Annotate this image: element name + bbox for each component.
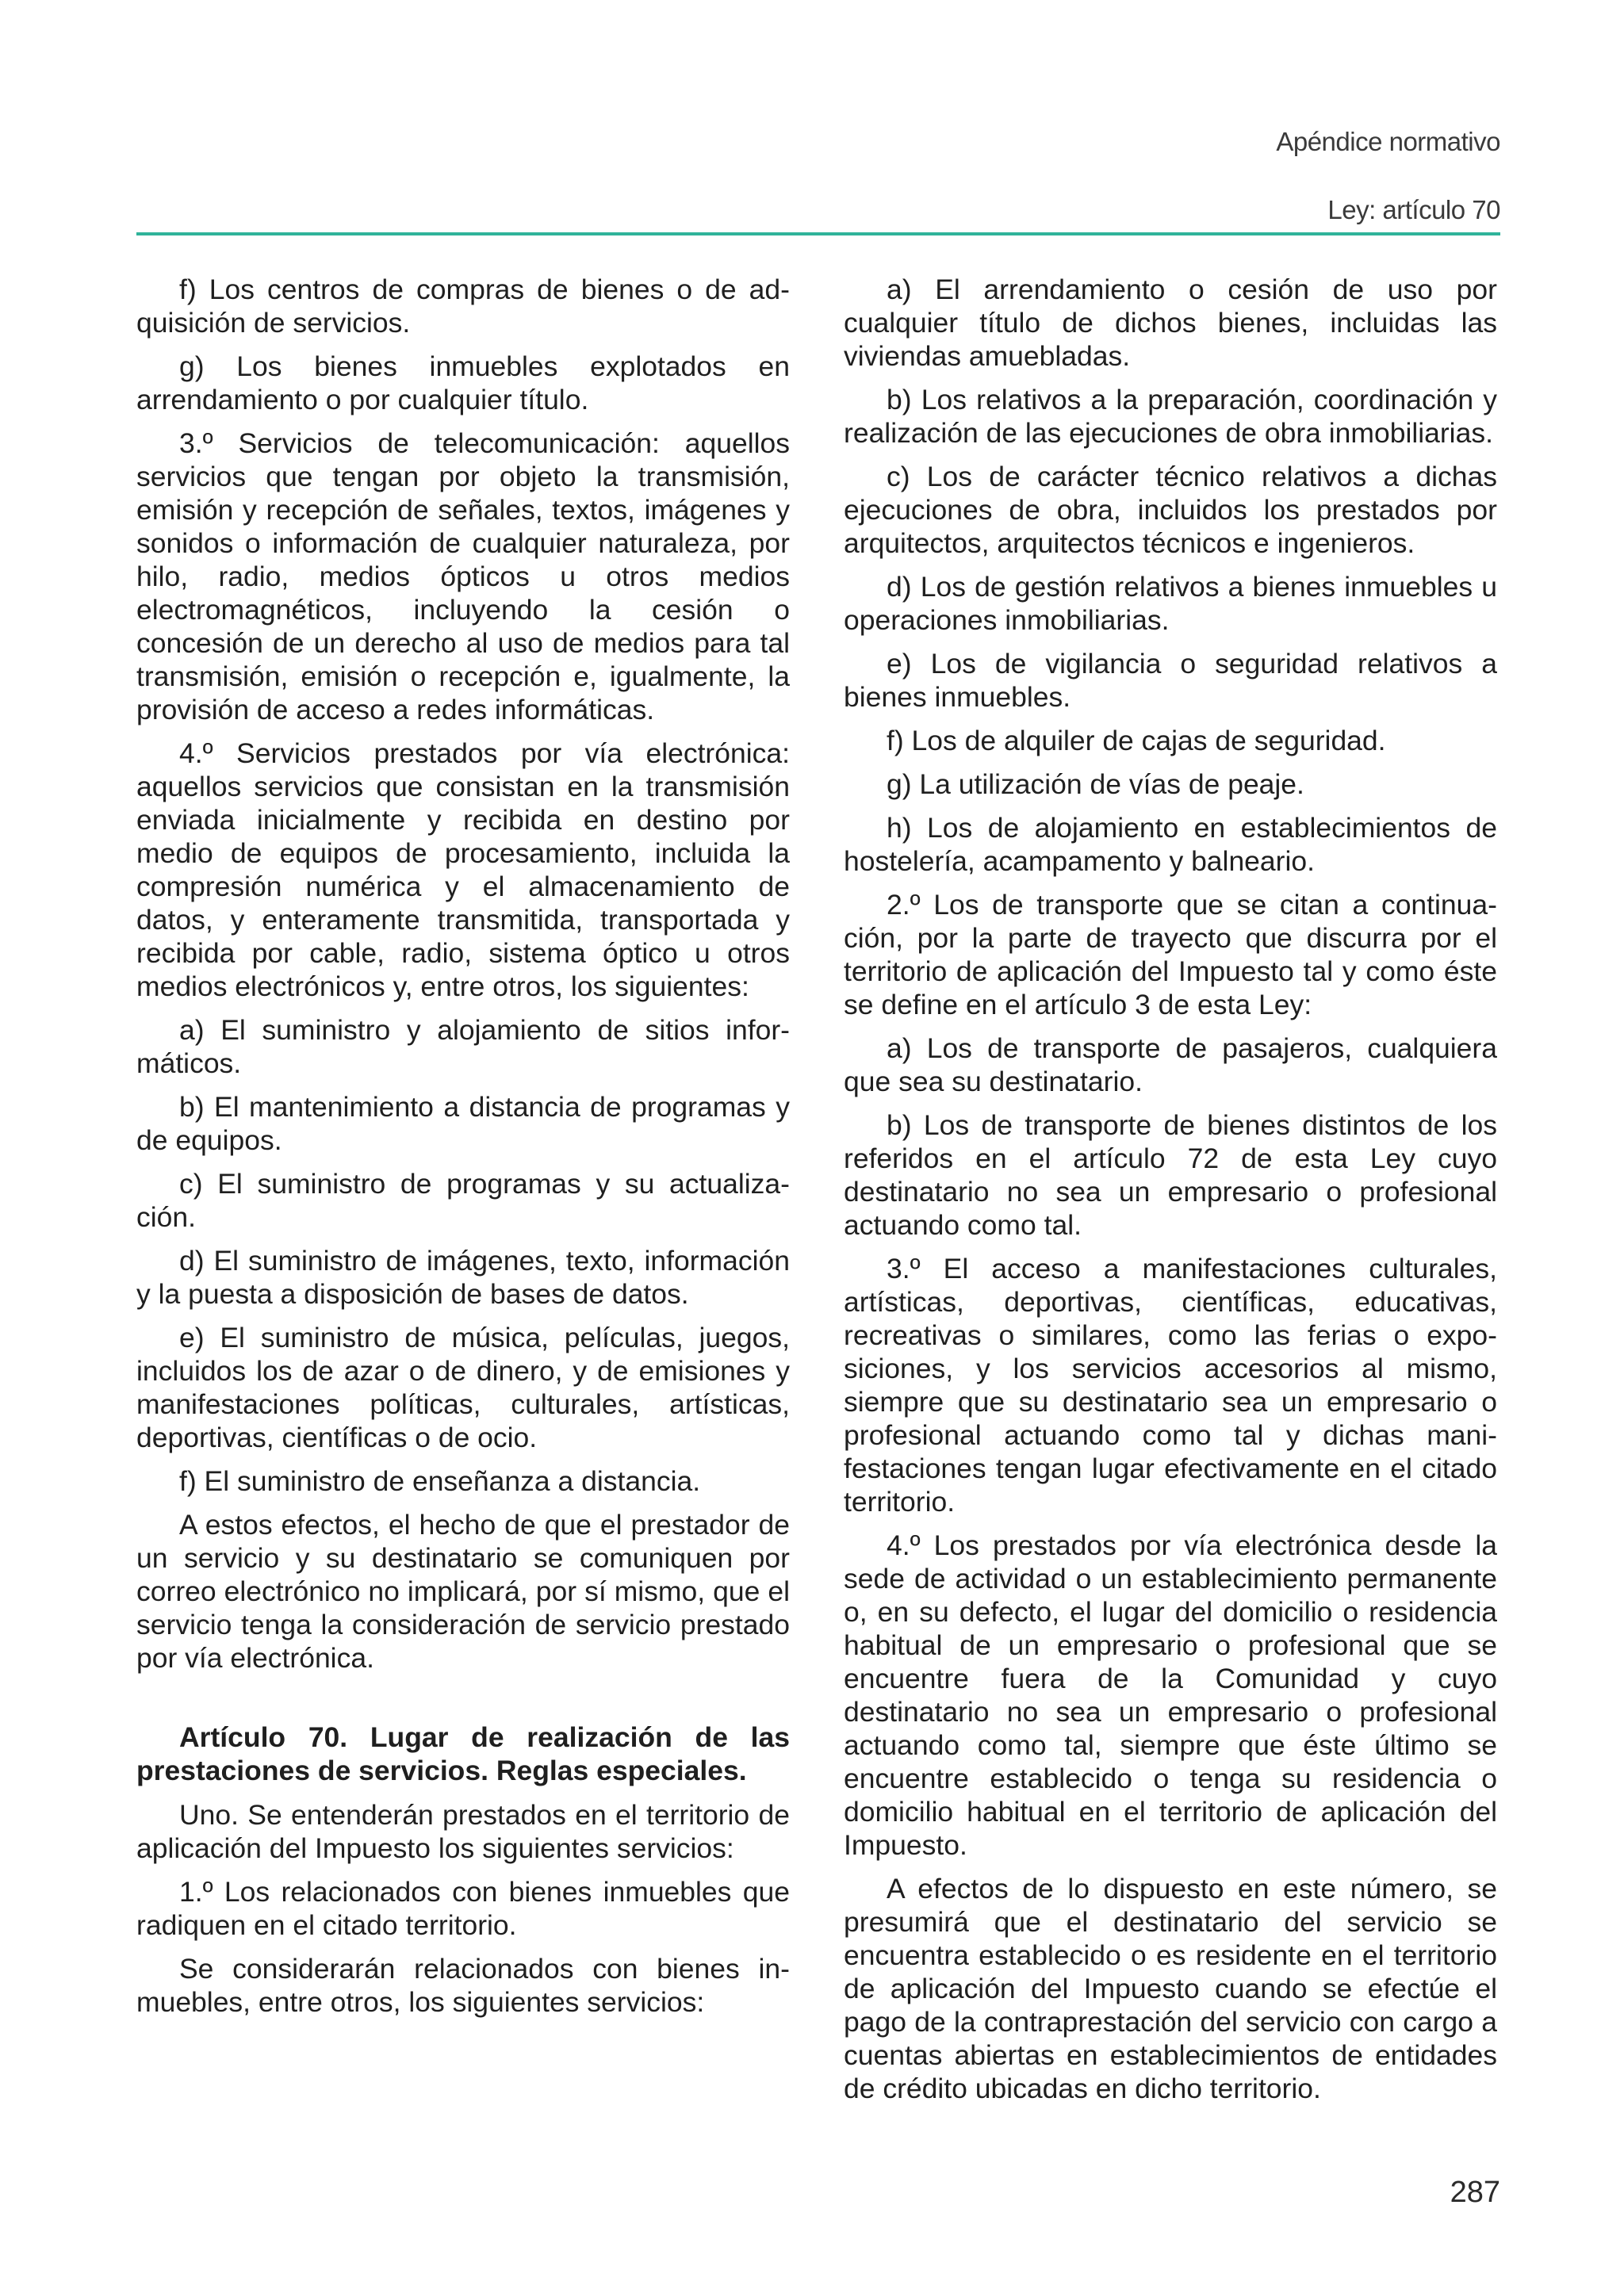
paragraph: a) El arrendamiento o cesión de uso por cualquier título de dichos bienes, incluidas las viviendas amuebladas.	[844, 274, 1497, 372]
paragraph: b) Los relativos a la preparación, coordinación y realización de las ejecuciones de obra inmobiliarias.	[844, 384, 1497, 449]
paragraph: c) El suministro de programas y su actualización.	[136, 1168, 790, 1233]
article-heading: Artículo 70. Lugar de realización de las prestaciones de servicios. Reglas especiales.	[136, 1721, 790, 1786]
left-column	[136, 273, 790, 2029]
paragraph: 3.º Servicios de telecomunicación: aquellos servicios que tengan por objeto la transmisión, emisión y recepción de señales, textos, imágenes y sonidos o información de cualquier naturaleza, por hilo, radio, medios ópticos u otros medios electromagnéticos, incluyendo la cesión o concesión de un derecho al uso de medios para tal transmisión, emisión o recepción e, igualmente, la provisión de acceso a redes informáticas.	[136, 427, 790, 725]
paragraph: 4.º Los prestados por vía electrónica desde la sede de actividad o un establecimiento permanente o, en su defecto, el lugar del domicilio o residencia habitual de un empresario o profesional que se encuentre fuera de la Comunidad y cuyo destinatario no sea un empresario o profesional actuando como tal, siempre que éste último se encuentre establecido o tenga su residencia o domicilio habitual en el territorio de aplicación del Impuesto.	[844, 1529, 1497, 1861]
right-column	[844, 273, 1497, 2115]
paragraph: Se considerarán relacionados con bienes inmuebles, entre otros, los siguientes servicios:	[136, 1953, 790, 2018]
paragraph: A estos efectos, el hecho de que el prestador de un servicio y su destinatario se comuniquen por correo electrónico no implicará, por sí mismo, que el servicio tenga la consideración de servicio prestado por vía electrónica.	[136, 1509, 790, 1674]
paragraph: a) El suministro y alojamiento de sitios informáticos.	[136, 1014, 790, 1079]
paragraph: d) Los de gestión relativos a bienes inmuebles u operaciones inmobiliarias.	[844, 571, 1497, 636]
paragraph: d) El suministro de imágenes, texto, información y la puesta a disposición de bases de datos.	[136, 1245, 790, 1310]
paragraph: g) La utilización de vías de peaje.	[887, 768, 1304, 800]
running-head-section: Apéndice normativo	[1276, 127, 1500, 156]
paragraph: 1.º Los relacionados con bienes inmuebles que radiquen en el citado territorio.	[136, 1876, 790, 1941]
paragraph: 3.º El acceso a manifestaciones culturales, artísticas, deportivas, científicas, educativas, recreativas o similares, como las ferias o exposiciones, y los servicios accesorios al mismo, siempre que su destinatario sea un empresario o profesional actuando como tal y dichas manifestaciones tengan lugar efectivamente en el citado territorio.	[844, 1253, 1497, 1518]
paragraph: f) Los centros de compras de bienes o de adquisición de servicios.	[136, 274, 790, 339]
paragraph: b) Los de transporte de bienes distintos de los referidos en el artículo 72 de esta Ley cuyo destinatario no sea un empresario o profesional actuando como tal.	[844, 1109, 1497, 1241]
paragraph: a) Los de transporte de pasajeros, cualquiera que sea su destinatario.	[844, 1032, 1497, 1097]
paragraph: f) Los de alquiler de cajas de seguridad.	[887, 725, 1386, 756]
paragraph: e) El suministro de música, películas, juegos, incluidos los de azar o de dinero, y de emisiones y manifestaciones políticas, culturales, artísticas, deportivas, científicas o de ocio.	[136, 1322, 790, 1453]
paragraph: 4.º Servicios prestados por vía electrónica: aquellos servicios que consistan en la transmisión enviada inicialmente y recibida en destino por medio de equipos de procesamiento, incluida la compresión numérica y el almacenamiento de datos, y enteramente transmitida, transportada y recibida por cable, radio, sistema óptico u otros medios electrónicos y, entre otros, los siguientes:	[136, 737, 790, 1002]
paragraph: f) El suministro de enseñanza a distancia.	[179, 1465, 701, 1497]
paragraph: c) Los de carácter técnico relativos a dichas ejecuciones de obra, incluidos los prestados por arquitectos, arquitectos técnicos e ingenieros.	[844, 461, 1497, 559]
paragraph: e) Los de vigilancia o seguridad relativos a bienes inmuebles.	[844, 648, 1497, 713]
header-rule	[136, 232, 1500, 235]
page-number: 287	[1450, 2176, 1500, 2209]
running-head-article: Ley: artículo 70	[1327, 195, 1500, 224]
paragraph: 2.º Los de transporte que se citan a continuación, por la parte de trayecto que discurra por el territorio de aplicación del Impuesto tal y como éste se define en el artículo 3 de esta Ley:	[844, 889, 1497, 1020]
paragraph: Uno. Se entenderán prestados en el territorio de aplicación del Impuesto los siguientes servicios:	[136, 1799, 790, 1864]
paragraph: h) Los de alojamiento en establecimientos de hostelería, acampamento y balneario.	[844, 812, 1497, 877]
paragraph: b) El mantenimiento a distancia de programas y de equipos.	[136, 1091, 790, 1156]
paragraph: A efectos de lo dispuesto en este número, se presumirá que el destinatario del servicio se encuentra establecido o es residente en el territorio de aplicación del Impuesto cuando se efectúe el pago de la contraprestación del servicio con cargo a cuentas abiertas en establecimientos de entidades de crédito ubicadas en dicho territorio.	[844, 1873, 1497, 2104]
paragraph: g) Los bienes inmuebles explotados en arrendamiento o por cualquier título.	[136, 350, 790, 415]
